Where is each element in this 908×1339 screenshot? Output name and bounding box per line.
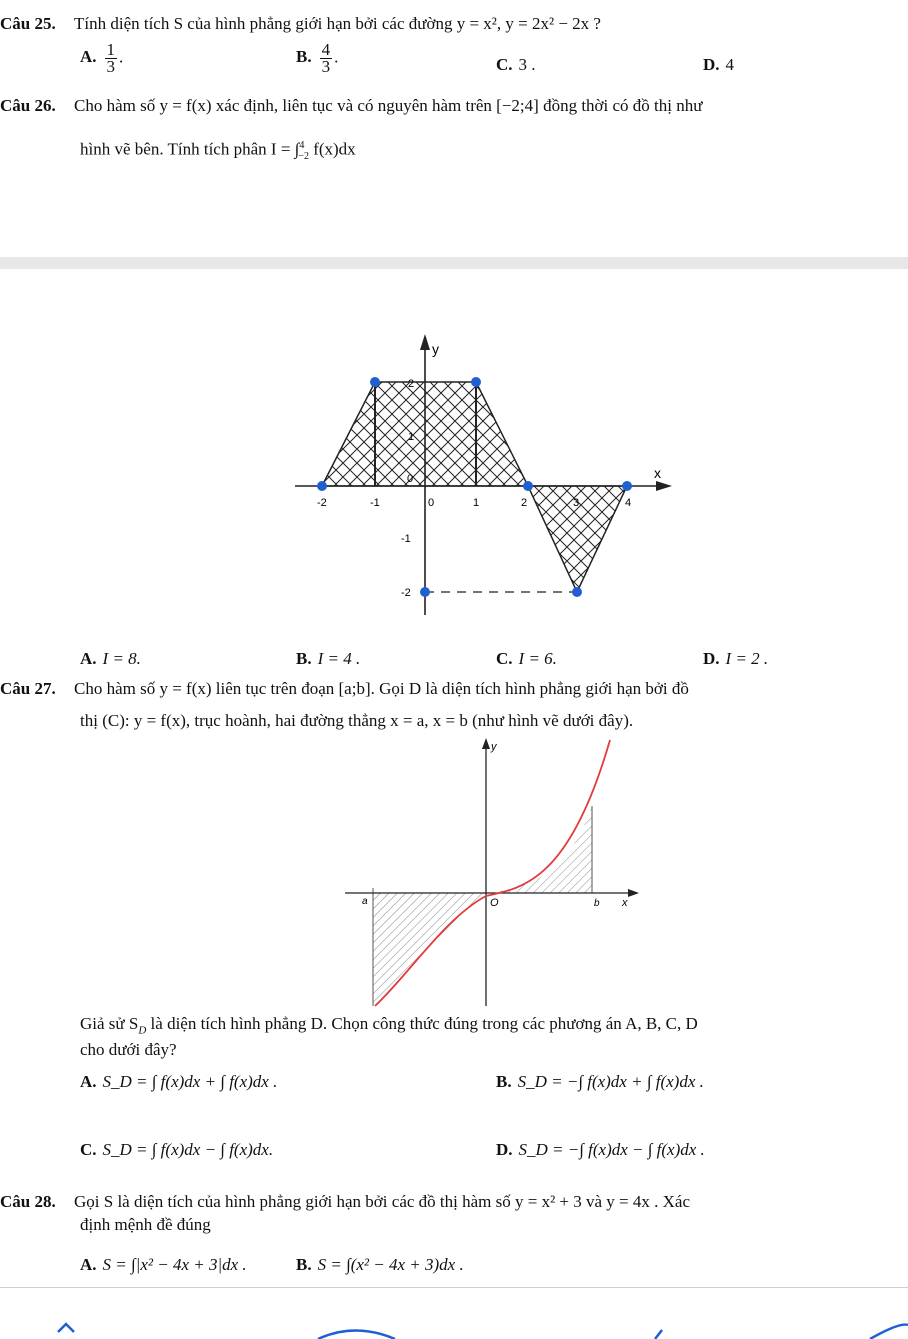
q27-line-1 [0,678,689,700]
graph-2 [340,738,640,1008]
tick-label: -1 [370,497,380,509]
b-label: b [594,898,600,909]
q28-option-a[interactable]: A. S = ∫|x² − 4x + 3|dx . [80,1255,247,1274]
tick-label: 3 [573,497,580,509]
q25-option-d[interactable]: D. 4 [703,55,735,74]
x-axis-label: x [654,465,661,481]
y-axis-label: y [491,741,497,753]
tick-label: 4 [625,497,632,509]
tick-label: -2 [317,497,327,509]
q25-option-b[interactable]: B. $\frac{4}{3}$ . [296,40,339,76]
tick-label: -1 [401,533,411,545]
x-axis-arrow [628,889,639,897]
region-right [486,806,592,893]
q26-option-b[interactable]: B. I = 4 . [296,649,361,668]
bottom-fragments [0,1310,908,1339]
q27-line-4: cho dưới đây? [80,1040,177,1059]
q27-line-2: thị (C): y = f(x), trục hoành, hai đường thẳng x = a, x = b (như hình vẽ dưới đây). [80,711,634,730]
q28-line-2: định mệnh đề đúng [80,1215,211,1234]
q25-option-a[interactable]: A. $\frac{1}{3}$ . [80,40,124,76]
bottom-divider [0,1287,908,1288]
q26-line-1 [0,95,702,117]
origin-label: O [490,897,499,909]
q27-text-1: Cho hàm số y = f(x) liên tục trên đoạn [a;b]. Gọi D là diện tích hình phẳng giới hạn bởi đồ [73,679,689,698]
y-axis-label: y [432,341,439,357]
x-axis-label: x [622,897,628,909]
graph-1 [280,330,680,620]
region-left [373,893,486,1006]
page-separator [0,257,908,269]
q26-integrand: f(x)dx [313,139,356,159]
origin-label: 0 [407,473,414,485]
tick-label: 2 [521,497,528,509]
q25-text: Tính diện tích S của hình phẳng giới hạn bởi các đường y = x², y = 2x² − 2x ? [73,14,601,33]
line-fragment [655,1330,662,1339]
integral-lower: −2 [298,151,309,163]
q26-option-d[interactable]: D. I = 2 . [703,649,769,668]
curve-fragment [870,1325,908,1339]
tick-label: 1 [408,431,415,443]
q25-option-c[interactable]: C. 3 . [496,55,536,74]
fraction: $\frac{1}{3}$ [106,40,116,76]
tick-label: 2 [408,378,415,390]
q27-line-3: Giả sử $S_D$ là diện tích hình phẳng D. Chọn công thức đúng trong các phương án A, B, C, D [80,1014,698,1037]
q27-option-c[interactable]: C. S_D = ∫ f(x)dx − ∫ f(x)dx. [80,1140,274,1159]
y-axis-arrow [420,334,430,350]
q26-option-a[interactable]: A. I = 8. [80,649,141,668]
q26-label: Câu 26. [0,96,56,115]
integral-upper: 4 [299,140,305,151]
q28-option-b[interactable]: B. S = ∫(x² − 4x + 3)dx . [296,1255,464,1274]
q28-line-1 [0,1191,690,1213]
q25-line [0,13,601,35]
q26-option-c[interactable]: C. I = 6. [496,649,557,668]
arrow-up-icon [58,1324,74,1332]
q26-line-2 [80,135,356,168]
tick-label: 0 [428,497,435,509]
q26-text-2: hình vẽ bên. Tính tích phân I = ∫ [80,139,300,159]
q27-option-a[interactable]: A. S_D = ∫ f(x)dx + ∫ f(x)dx . [80,1072,278,1091]
q25-label: Câu 25. [0,14,56,33]
fraction: $\frac{4}{3}$ [321,40,331,76]
q28-text-1: Gọi S là diện tích của hình phẳng giới hạn bởi các đồ thị hàm số y = x² + 3 và y = 4x . Xác [73,1192,691,1211]
tick-label: 1 [473,497,480,509]
x-axis-arrow [656,481,672,491]
tick-label: -2 [401,587,411,599]
q28-label: Câu 28. [0,1192,56,1211]
a-label: a [362,896,368,907]
q27-option-d[interactable]: D. S_D = −∫ f(x)dx − ∫ f(x)dx . [496,1140,705,1159]
curve-fragment [318,1331,395,1339]
q26-text-1: Cho hàm số y = f(x) xác định, liên tục và có nguyên hàm trên [−2;4] đồng thời có đồ thị như [73,96,703,115]
y-axis-arrow [482,738,490,749]
q27-option-b[interactable]: B. S_D = −∫ f(x)dx + ∫ f(x)dx . [496,1072,704,1091]
q27-label: Câu 27. [0,679,56,698]
